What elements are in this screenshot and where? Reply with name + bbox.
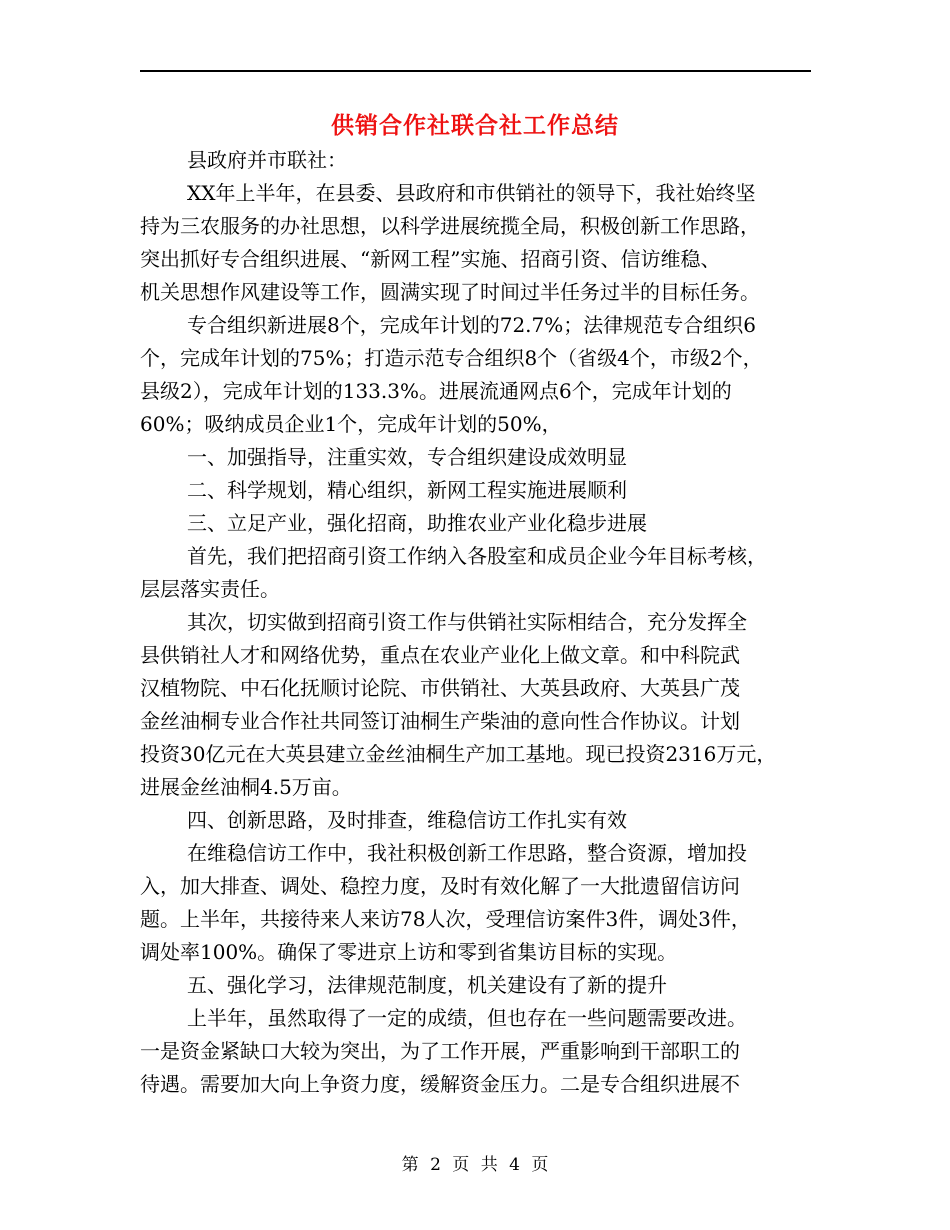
paragraph-line: 题。上半年，共接待来人来访78人次，受理信访案件3件，调处3件， [140,907,751,931]
paragraph-line: XX年上半年，在县委、县政府和市供销社的领导下，我社始终坚 [187,181,756,205]
paragraph-line: 60%；吸纳成员企业1个，完成年计划的50%， [140,412,562,436]
paragraph-line: 调处率100%。确保了零进京上访和零到省集访目标的实现。 [140,940,678,964]
paragraph-line: 金丝油桐专业合作社共同签订油桐生产柴油的意向性合作协议。计划 [140,709,740,733]
paragraph-line: 其次，切实做到招商引资工作与供销社实际相结合，充分发挥全 [187,610,747,634]
paragraph-line: 专合组织新进展8个，完成年计划的72.7%；法律规范专合组织6 [187,313,756,337]
paragraph-line: 待遇。需要加大向上争资力度，缓解资金压力。二是专合组织进展不 [140,1072,740,1096]
paragraph-line: 一是资金紧缺口大较为突出，为了工作开展，严重影响到干部职工的 [140,1039,740,1063]
document-title: 供销合作社联合社工作总结 [331,113,619,139]
paragraph-line: 持为三农服务的办社思想，以科学进展统揽全局，积极创新工作思路， [140,214,760,238]
document-body [140,144,840,1101]
paragraph-line: 四、创新思路，及时排查，维稳信访工作扎实有效 [187,808,627,832]
header-rule [140,70,811,72]
page-footer: 第 2 页 共 4 页 [401,1155,549,1175]
paragraph-line: 五、强化学习，法律规范制度，机关建设有了新的提升 [187,973,667,997]
paragraph-line: 二、科学规划，精心组织，新网工程实施进展顺利 [187,478,627,502]
paragraph-line: 县级2），完成年计划的133.3%。进展流通网点6个，完成年计划的 [140,379,732,403]
paragraph-line: 三、立足产业，强化招商，助推农业产业化稳步进展 [187,511,647,535]
paragraph-line: 层层落实责任。 [140,577,280,601]
paragraph-line: 突出抓好专合组织进展、“新网工程”实施、招商引资、信访维稳、 [140,247,721,271]
paragraph-line: 在维稳信访工作中，我社积极创新工作思路，整合资源，增加投 [187,841,747,865]
paragraph-line: 首先，我们把招商引资工作纳入各股室和成员企业今年目标考核， [187,544,767,568]
paragraph-line: 一、加强指导，注重实效，专合组织建设成效明显 [187,445,627,469]
paragraph-line: 个，完成年计划的75%；打造示范专合组织8个（省级4个，市级2个， [140,346,763,370]
paragraph-line: 进展金丝油桐4.5万亩。 [140,775,352,799]
paragraph-line: 汉植物院、中石化抚顺讨论院、市供销社、大英县政府、大英县广茂 [140,676,740,700]
paragraph-line: 县政府并市联社： [187,148,347,172]
paragraph-line: 机关思想作风建设等工作，圆满实现了时间过半任务过半的目标任务。 [140,280,760,304]
paragraph-line: 投资30亿元在大英县建立金丝油桐生产加工基地。现已投资2316万元， [140,742,777,766]
paragraph-line: 县供销社人才和网络优势，重点在农业产业化上做文章。和中科院武 [140,643,740,667]
paragraph-line: 上半年，虽然取得了一定的成绩，但也存在一些问题需要改进。 [187,1006,747,1030]
paragraph-line: 入，加大排查、调处、稳控力度，及时有效化解了一大批遗留信访问 [140,874,740,898]
